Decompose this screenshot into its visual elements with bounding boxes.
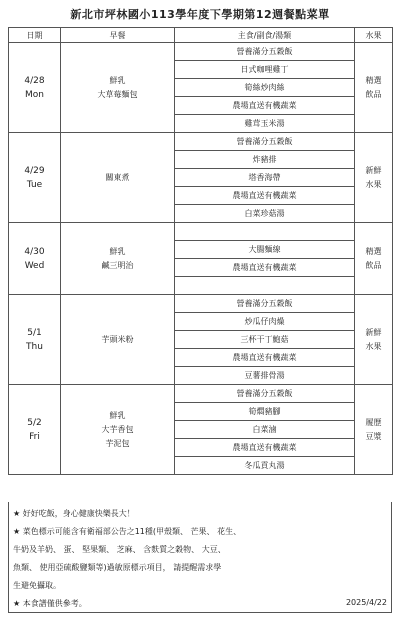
header-row (9, 28, 393, 43)
date-stamp: 2025/4/22 (345, 598, 387, 607)
dish-cell: 營養滿分五穀飯 (175, 43, 355, 61)
table-row (9, 43, 393, 61)
dish-cell: 大腸麵線 (175, 241, 355, 259)
dish-cell: 白菜珍菇湯 (175, 205, 355, 223)
dish-cell: 炸豬排 (175, 151, 355, 169)
breakfast-cell: 鮮乳 大芋香包 芋泥包 (61, 385, 175, 475)
note-line-2a: ★ 菜色標示可能含有衛福部公告之11種(甲殼類、 芒果、 花生、 (13, 527, 242, 536)
dish-cell: 冬瓜貢丸湯 (175, 457, 355, 475)
dish-cell: 炒瓜仔肉燥 (175, 313, 355, 331)
table-row (9, 385, 393, 403)
note-line-1: ★ 好好吃飯，身心健康快樂長大！ (13, 509, 135, 518)
fruit-cell: 新鮮 水果 (355, 295, 393, 385)
date-cell: 5/2 Fri (9, 385, 61, 475)
dish-cell: 農場直送有機蔬菜 (175, 439, 355, 457)
date-cell: 4/30 Wed (9, 223, 61, 295)
dish-cell: 營養滿分五穀飯 (175, 133, 355, 151)
dish-cell: 農場直送有機蔬菜 (175, 97, 355, 115)
table-row (9, 295, 393, 313)
dish-cell: 白菜滷 (175, 421, 355, 439)
note-line-3: ★ 本食譜僅供參考。 (13, 599, 87, 608)
menu-title: 新北市坪林國小113學年度下學期第12週餐點菜單 (70, 8, 330, 21)
dish-cell: 筍燜豬腳 (175, 403, 355, 421)
fruit-cell: 新鮮 水果 (355, 133, 393, 223)
dish-cell: 塔香海帶 (175, 169, 355, 187)
date-cell: 4/28 Mon (9, 43, 61, 133)
dish-cell: 農場直送有機蔬菜 (175, 187, 355, 205)
dish-cell: 筍絲炒肉絲 (175, 79, 355, 97)
header-lunch: 主食/副食/湯類 (175, 28, 355, 43)
breakfast-cell: 芋頭米粉 (61, 295, 175, 385)
dish-cell: 農場直送有機蔬菜 (175, 349, 355, 367)
table-row (9, 133, 393, 151)
dish-cell: 日式咖哩雞丁 (175, 61, 355, 79)
dish-cell: 雞茸玉米湯 (175, 115, 355, 133)
dish-cell: 三杯干丁鮑菇 (175, 331, 355, 349)
fruit-cell: 精選 飲品 (355, 43, 393, 133)
menu-table (8, 27, 393, 475)
dish-cell-empty (175, 277, 355, 295)
fruit-cell: 精選 飲品 (355, 223, 393, 295)
dish-cell-empty (175, 223, 355, 241)
date-cell: 4/29 Tue (9, 133, 61, 223)
note-line-2d: 生避免攝取。 (13, 581, 61, 590)
date-cell: 5/1 Thu (9, 295, 61, 385)
dish-cell: 豆薯排骨湯 (175, 367, 355, 385)
header-breakfast: 早餐 (61, 28, 175, 43)
dish-cell: 農場直送有機蔬菜 (175, 259, 355, 277)
header-date: 日期 (9, 28, 61, 43)
breakfast-cell: 關東煮 (61, 133, 175, 223)
dish-cell: 營養滿分五穀飯 (175, 385, 355, 403)
note-line-2b: 牛奶及羊奶、 蛋、 堅果類、 芝麻、 含麩質之穀物、 大豆、 (13, 545, 226, 554)
dish-cell: 營養滿分五穀飯 (175, 295, 355, 313)
notes-box (8, 502, 392, 613)
breakfast-cell: 鮮乳 大草莓麵包 (61, 43, 175, 133)
breakfast-cell: 鮮乳 鹹三明治 (61, 223, 175, 295)
header-fruit: 水果 (355, 28, 393, 43)
note-line-2c: 魚類、 使用亞硫酸鹽類等)過敏原標示項目， 請提醒需求學 (13, 563, 222, 572)
fruit-cell: 履歷 豆漿 (355, 385, 393, 475)
